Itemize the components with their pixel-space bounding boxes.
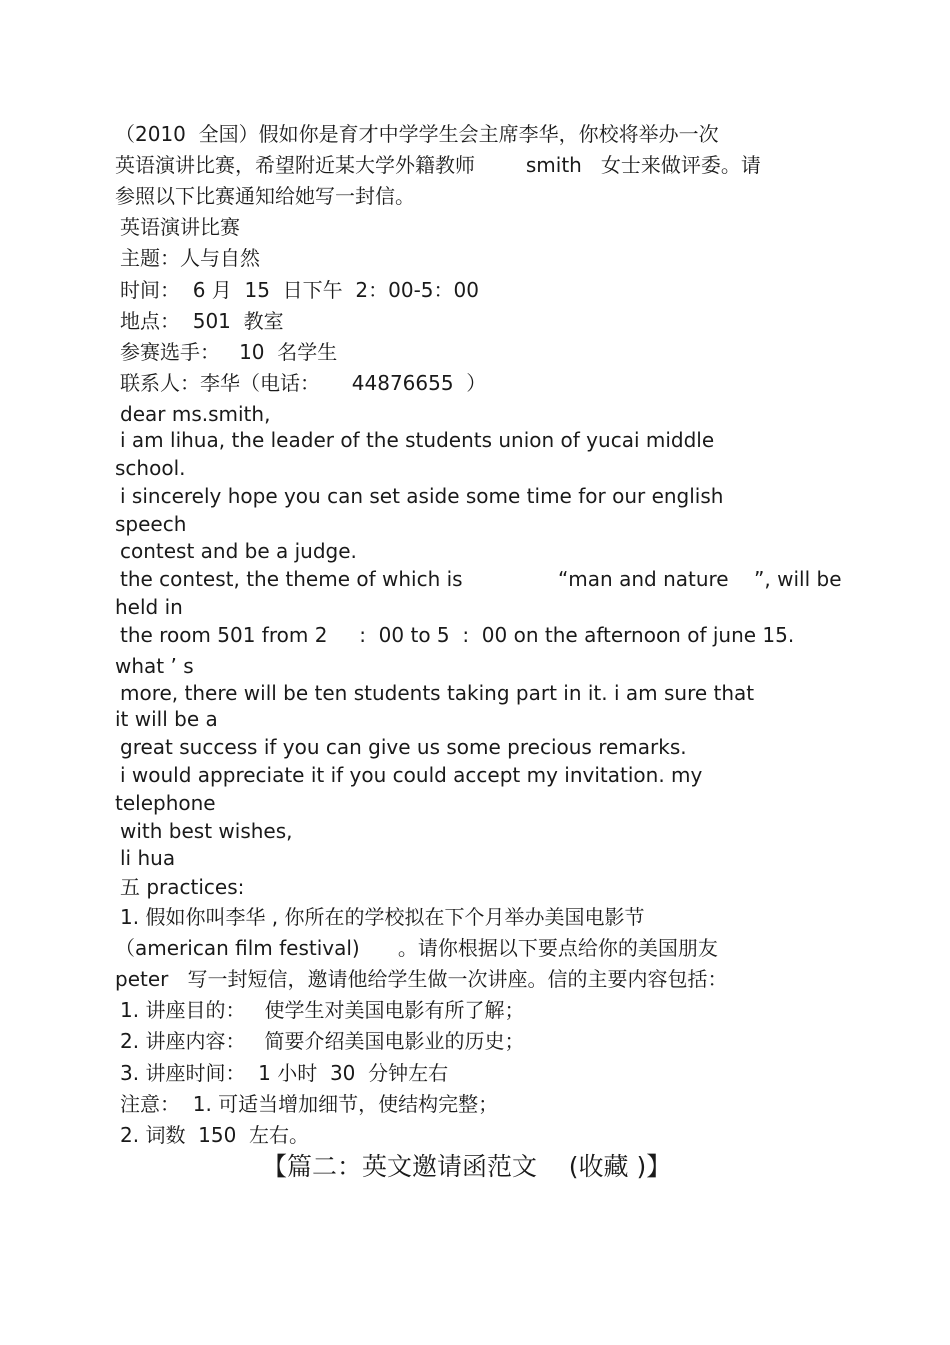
letter-line-3: school. [115, 456, 186, 480]
letter-line-15: telephone [115, 791, 216, 815]
notice-theme: 主题：人与自然 [120, 246, 260, 270]
notice-time: 时间： 6 月 15 日下午 2：00-5：00 [120, 278, 479, 302]
practice-line-3: peter 写一封短信，邀请他给学生做一次讲座。信的主要内容包括： [115, 967, 728, 991]
letter-line-6: contest and be a judge. [120, 539, 357, 563]
intro-line-1: （2010 全国）假如你是育才中学学生会主席李华，你校将举办一次 [115, 122, 719, 146]
practice-line-8: 2. 词数 150 左右。 [120, 1123, 310, 1147]
practice-line-7: 注意： 1. 可适当增加细节，使结构完整； [120, 1092, 499, 1116]
letter-line-12: it will be a [115, 707, 218, 731]
letter-line-7: the contest, the theme of which is “man and nature ”, will be [120, 567, 842, 591]
practice-line-2: （american film festival) 。请你根据以下要点给你的美国朋友 [115, 936, 718, 960]
letter-line-8: held in [115, 595, 183, 619]
letter-line-9: the room 501 from 2 : 00 to 5 : 00 on the afternoon of june 15. [120, 623, 795, 647]
notice-players: 参赛选手： 10 名学生 [120, 340, 338, 364]
notice-contact: 联系人：李华（电话： 44876655 ） [120, 371, 487, 395]
practice-line-4: 1. 讲座目的： 使学生对美国电影有所了解； [120, 998, 525, 1022]
notice-place: 地点： 501 教室 [120, 309, 284, 333]
letter-line-5: speech [115, 512, 187, 536]
letter-line-17: li hua [120, 846, 176, 870]
practice-heading: 五 practices: [120, 875, 245, 899]
letter-line-13: great success if you can give us some precious remarks. [120, 735, 687, 759]
intro-line-3: 参照以下比赛通知给她写一封信。 [115, 184, 415, 208]
letter-line-14: i would appreciate it if you could accept my invitation. my [120, 763, 703, 787]
letter-line-2: i am lihua, the leader of the students union of yucai middle [120, 428, 715, 452]
letter-line-4: i sincerely hope you can set aside some time for our english [120, 484, 724, 508]
practice-line-1: 1. 假如你叫李华 , 你所在的学校拟在下个月举办美国电影节 [120, 905, 645, 929]
practice-line-6: 3. 讲座时间： 1 小时 30 分钟左右 [120, 1061, 449, 1085]
intro-line-2: 英语演讲比赛，希望附近某大学外籍教师 smith 女士来做评委。请 [115, 153, 761, 177]
notice-heading: 英语演讲比赛 [120, 215, 240, 239]
letter-line-1: dear ms.smith, [120, 402, 271, 426]
letter-line-11: more, there will be ten students taking part in it. i am sure that [120, 681, 755, 705]
section-title: 【篇二：英文邀请函范文 (收藏 )】 [262, 1152, 672, 1181]
letter-line-10: what ’ s [115, 654, 194, 678]
letter-line-16: with best wishes, [120, 819, 293, 843]
practice-line-5: 2. 讲座内容： 简要介绍美国电影业的历史； [120, 1029, 525, 1053]
